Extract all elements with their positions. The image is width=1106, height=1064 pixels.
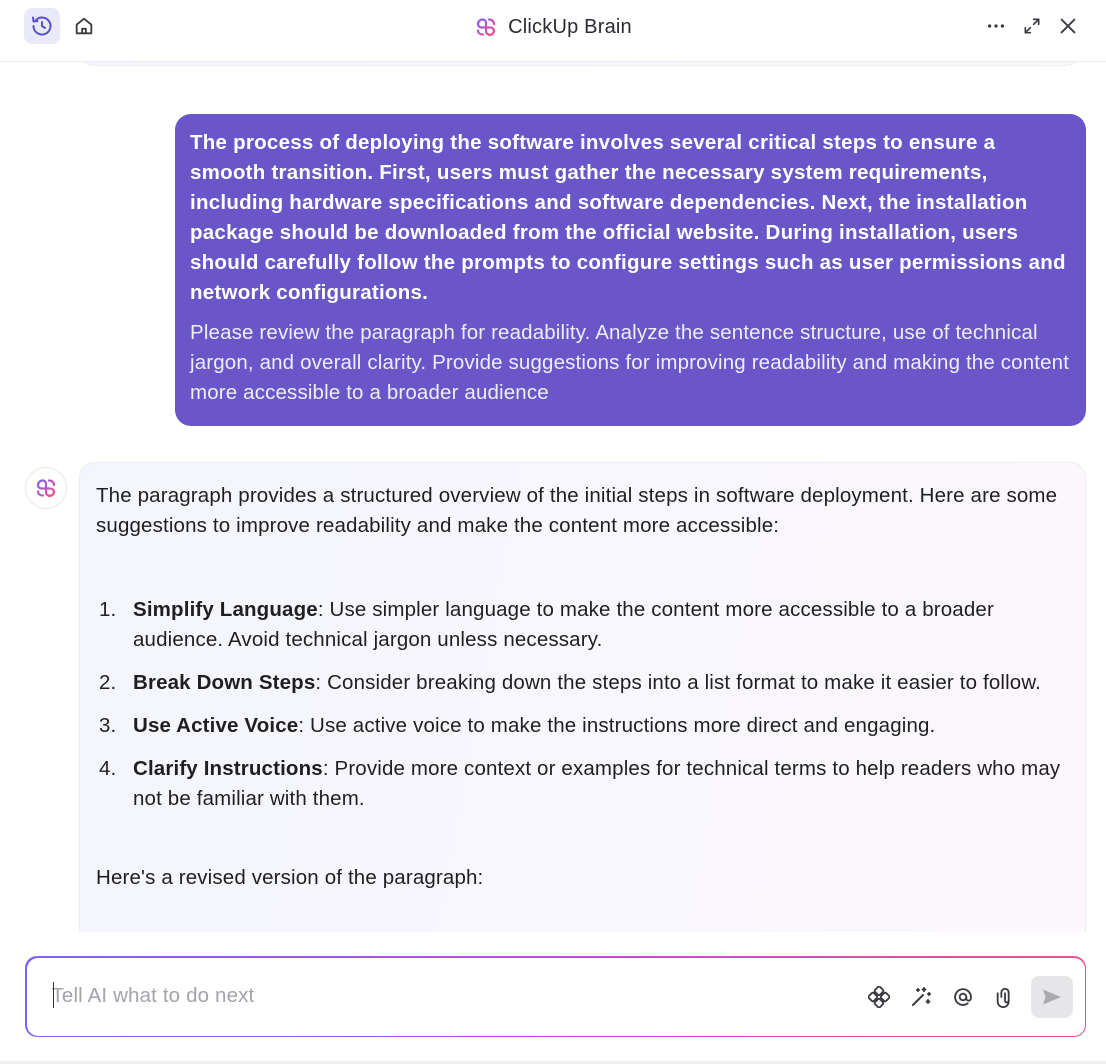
chat-thread[interactable]: [0, 62, 1106, 932]
composer-inner: [27, 958, 1085, 1036]
close-icon: [1057, 15, 1079, 37]
magic-wand-icon: [909, 985, 933, 1009]
clickup-brain-logo-icon: [34, 476, 58, 500]
ai-response-outro: Here's a revised version of the paragraph:: [96, 866, 484, 889]
expand-button[interactable]: [1014, 8, 1050, 44]
send-button[interactable]: [1031, 976, 1073, 1018]
suggestion-text: : Use simpler language to make the content more accessible to a broader audience. Avoid technical jargon unless necessary.: [133, 598, 994, 651]
expand-icon: [1022, 16, 1042, 36]
prompt-input[interactable]: [52, 978, 852, 1014]
mention-button[interactable]: [946, 980, 980, 1014]
send-icon: [1040, 985, 1064, 1009]
close-button[interactable]: [1050, 8, 1086, 44]
suggestion-text: : Provide more context or examples for technical terms to help readers who may not be familiar with them.: [133, 757, 1061, 810]
suggestion-text: : Consider breaking down the steps into a list format to make it easier to follow.: [315, 671, 1042, 694]
suggestion-title: Break Down Steps: [133, 671, 316, 694]
prompt-composer: [25, 956, 1086, 1037]
suggestion-number: 4.: [99, 757, 117, 780]
ai-response-card: [79, 462, 1086, 932]
suggestion-title: Use Active Voice: [133, 714, 299, 737]
suggestion-item: [96, 754, 1069, 814]
integrations-icon: [868, 986, 890, 1008]
more-icon: [985, 15, 1007, 37]
suggestion-number: 3.: [99, 714, 117, 737]
header-bar: [0, 0, 1106, 62]
suggestion-list: [96, 595, 1069, 814]
window-title: [0, 12, 1106, 42]
ai-assist-button[interactable]: [904, 980, 938, 1014]
title-text: ClickUp Brain: [508, 15, 632, 38]
ai-response-intro: The paragraph provides a structured overview of the initial steps in software deployment. Here are some suggestions to improve readability and make the content more accessible:: [96, 484, 1058, 537]
clickup-brain-logo-icon: [474, 15, 498, 39]
previous-message-card: [80, 62, 1080, 66]
suggestion-number: 1.: [99, 598, 117, 621]
attachment-icon: [994, 986, 1016, 1008]
more-options-button[interactable]: [978, 8, 1014, 44]
suggestion-item: [96, 595, 1069, 655]
user-message-prompt: Please review the paragraph for readability. Analyze the sentence structure, use of technical jargon, and overall clarity. Provide suggestions for improving readability and making the content more accessible to a broader audience: [190, 321, 1070, 404]
user-message-bubble: [175, 114, 1086, 426]
integrations-button[interactable]: [862, 980, 896, 1014]
ai-avatar: [25, 467, 67, 509]
mention-icon: [952, 986, 974, 1008]
suggestion-item: [96, 711, 1069, 741]
suggestion-item: [96, 668, 1069, 698]
attach-button[interactable]: [988, 980, 1022, 1014]
suggestion-title: Simplify Language: [133, 598, 318, 621]
user-message-context: The process of deploying the software involves several critical steps to ensure a smooth transition. First, users must gather the necessary system requirements, including hardware specifications and software dependencies. Next, the installation package should be downloaded from the official website. During installation, users should carefully follow the prompts to configure settings such as user permissions and network configurations.: [190, 131, 1066, 304]
text-caret: [53, 982, 55, 1008]
suggestion-text: : Use active voice to make the instructions more direct and engaging.: [298, 714, 936, 737]
suggestion-number: 2.: [99, 671, 117, 694]
suggestion-title: Clarify Instructions: [133, 757, 323, 780]
